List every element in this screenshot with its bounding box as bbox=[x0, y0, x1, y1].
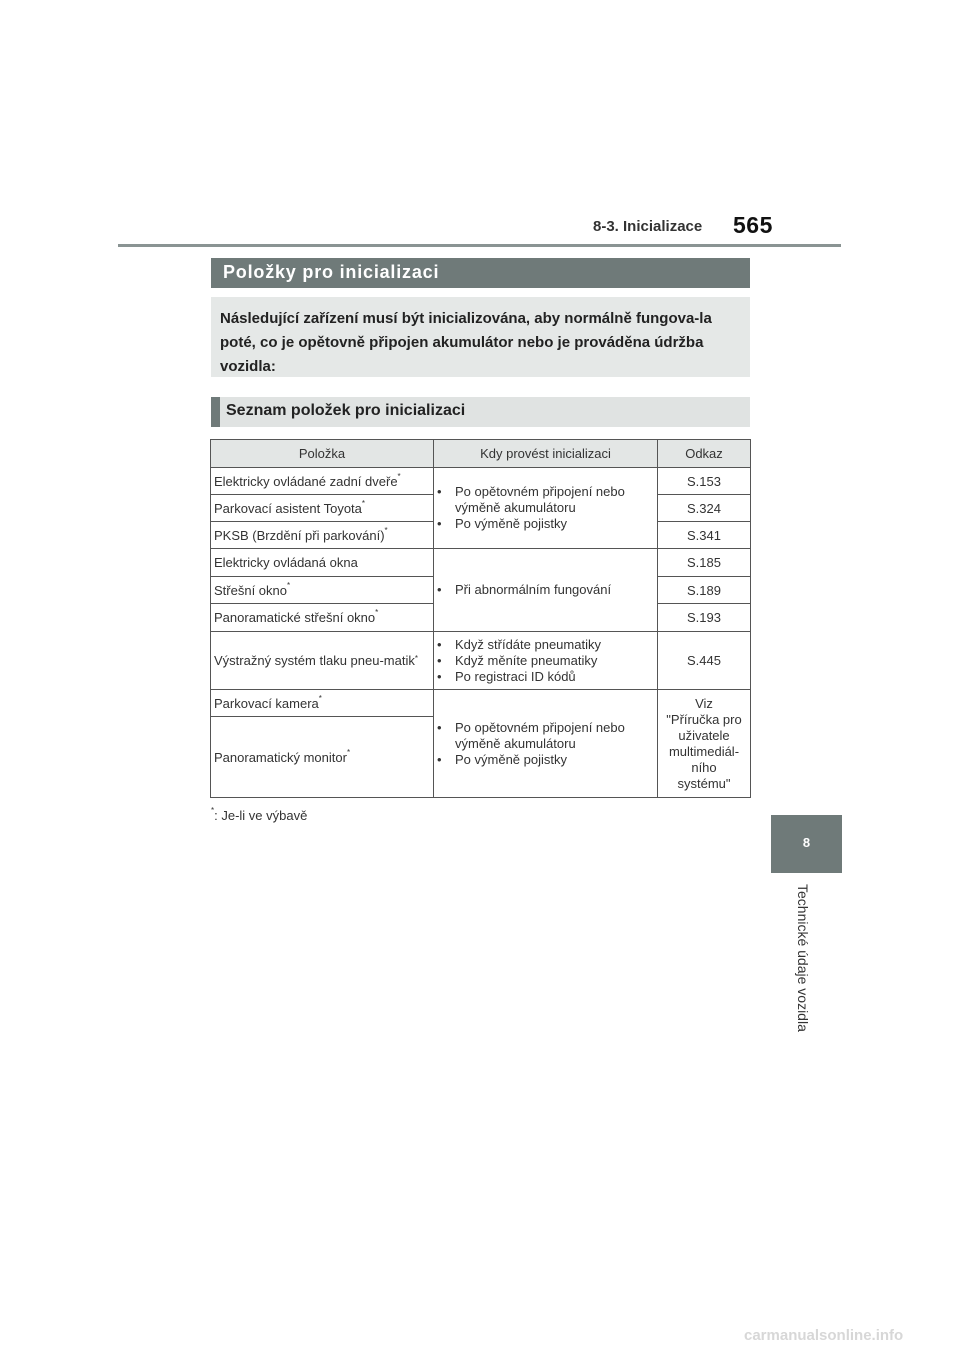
footnote: *: Je-li ve výbavě bbox=[211, 806, 308, 823]
table-row bbox=[211, 468, 751, 495]
chapter-number: 8 bbox=[802, 835, 811, 850]
section-title: 8-3. Inicializace bbox=[593, 218, 703, 235]
item-cell: Výstražný systém tlaku pneu-matik* bbox=[211, 632, 434, 690]
column-header-ref: Odkaz bbox=[658, 440, 751, 468]
column-header-item: Položka bbox=[211, 440, 434, 468]
section-heading: Položky pro inicializaci bbox=[223, 262, 440, 282]
item-cell: PKSB (Brzdění při parkování)* bbox=[211, 522, 434, 549]
item-cell: Elektricky ovládané zadní dveře* bbox=[211, 468, 434, 495]
watermark: carmanualsonline.info bbox=[744, 1327, 904, 1344]
table-row bbox=[211, 690, 751, 717]
section-heading-bar bbox=[211, 258, 750, 288]
ref-cell: S.341 bbox=[658, 522, 751, 549]
list-item: • Po opětovném připojení nebo výměně akumulátoru bbox=[437, 484, 654, 516]
ref-cell: S.324 bbox=[658, 495, 751, 522]
intro-box bbox=[211, 297, 750, 377]
table-row bbox=[211, 632, 751, 690]
list-item: • Když střídáte pneumatiky bbox=[437, 637, 654, 653]
when-cell bbox=[434, 549, 658, 632]
item-cell: Panoramatické střešní okno* bbox=[211, 604, 434, 632]
list-item: • Když měníte pneumatiky bbox=[437, 653, 654, 669]
list-item: • Po výměně pojistky bbox=[437, 752, 654, 768]
item-cell: Střešní okno* bbox=[211, 577, 434, 604]
item-cell: Parkovací kamera* bbox=[211, 690, 434, 717]
ref-cell: S.189 bbox=[658, 577, 751, 604]
list-item: • Při abnormálním fungování bbox=[437, 582, 654, 598]
header-divider bbox=[118, 244, 841, 247]
ref-cell: S.193 bbox=[658, 604, 751, 632]
item-cell: Elektricky ovládaná okna bbox=[211, 549, 434, 577]
chapter-tab bbox=[771, 815, 842, 873]
initialization-table bbox=[210, 439, 751, 798]
item-cell: Parkovací asistent Toyota* bbox=[211, 495, 434, 522]
ref-cell: S.185 bbox=[658, 549, 751, 577]
chapter-label: Technické údaje vozidla bbox=[795, 884, 811, 1032]
when-cell bbox=[434, 632, 658, 690]
table-header-row bbox=[211, 440, 751, 468]
page-number: 565 bbox=[733, 212, 773, 238]
ref-cell: Viz "Příručka pro uživatele multimediál- ního systému" bbox=[658, 690, 751, 798]
list-item: • Po registraci ID kódů bbox=[437, 669, 654, 685]
subsection-heading-bar bbox=[211, 397, 750, 427]
ref-cell: S.153 bbox=[658, 468, 751, 495]
when-cell bbox=[434, 690, 658, 798]
table-row bbox=[211, 549, 751, 577]
subsection-heading: Seznam položek pro inicializaci bbox=[226, 402, 466, 419]
column-header-when: Kdy provést inicializaci bbox=[434, 440, 658, 468]
when-cell bbox=[434, 468, 658, 549]
list-item: • Po opětovném připojení nebo výměně akumulátoru bbox=[437, 720, 654, 752]
ref-cell: S.445 bbox=[658, 632, 751, 690]
item-cell: Panoramatický monitor* bbox=[211, 717, 434, 798]
list-item: • Po výměně pojistky bbox=[437, 516, 654, 532]
intro-text: Následující zařízení musí být inicializována, aby normálně fungova-la poté, co je opětovně připojen akumulátor nebo je prováděna údržba vozidla: bbox=[220, 310, 712, 375]
